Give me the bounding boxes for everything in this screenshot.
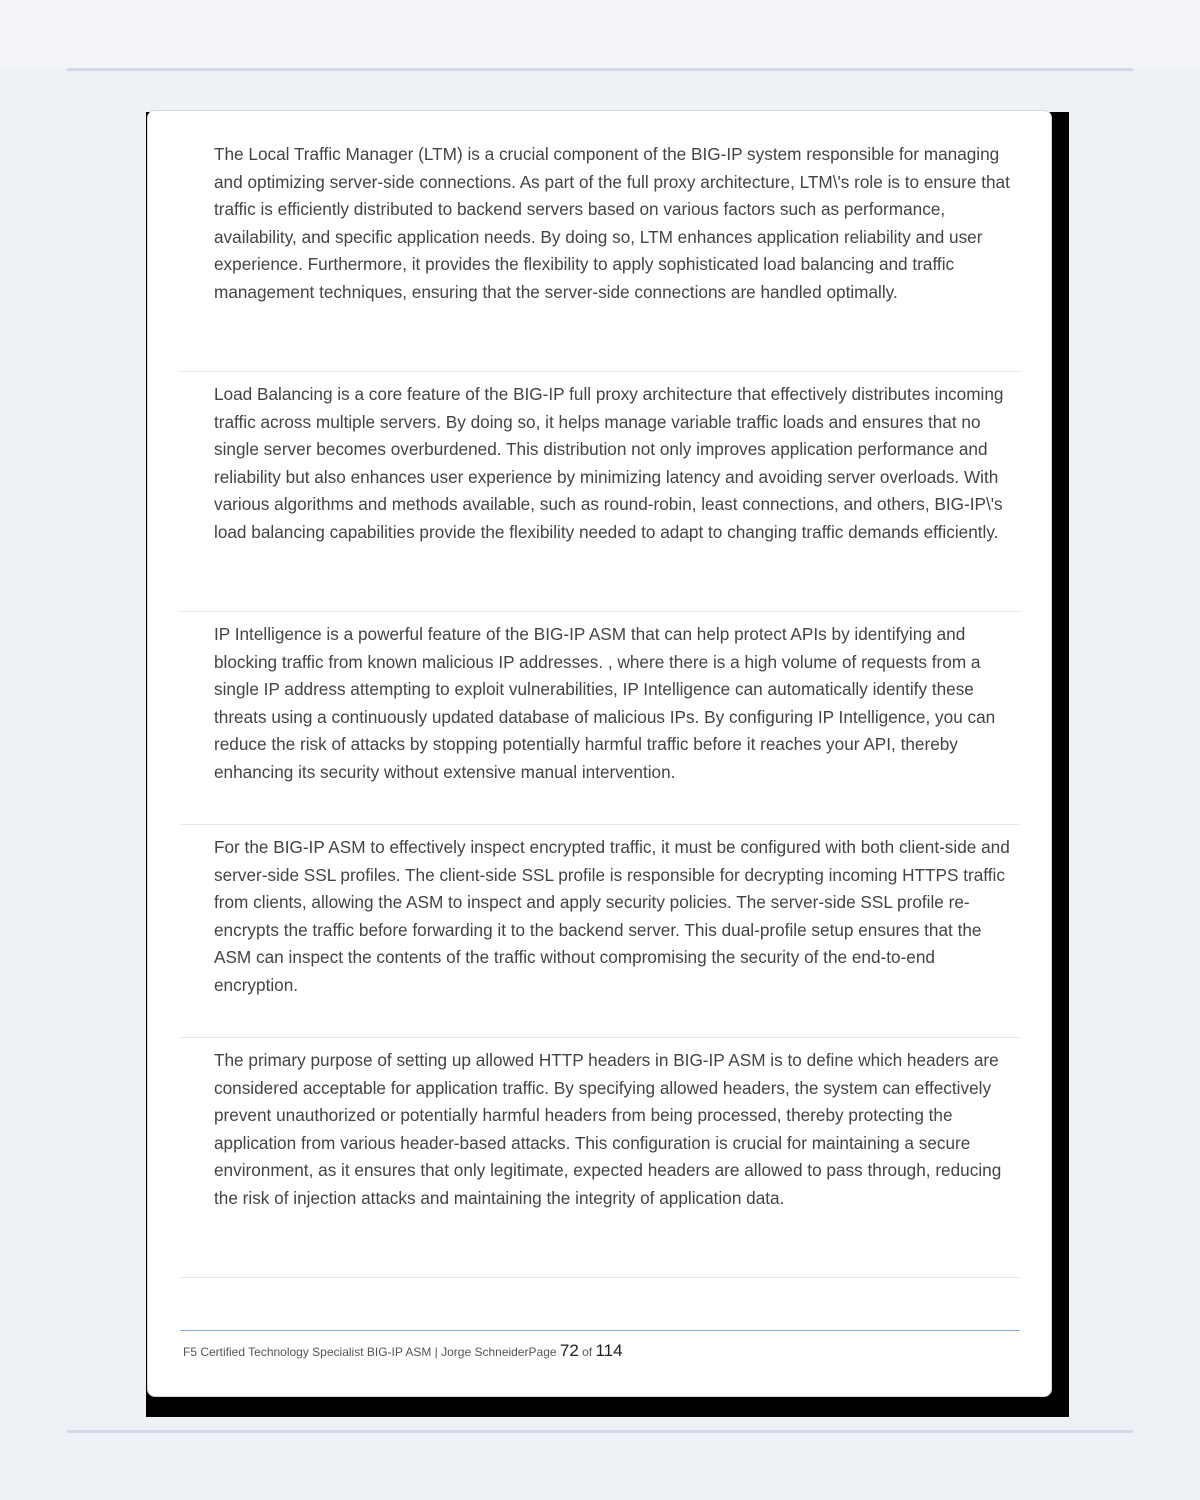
answer-section-1 bbox=[180, 141, 1020, 372]
viewer-bottom-divider bbox=[67, 1430, 1133, 1433]
document-page bbox=[147, 110, 1052, 1397]
page-number: 72 bbox=[559, 1341, 579, 1360]
paragraph-4: For the BIG-IP ASM to effectively inspect encrypted traffic, it must be configured with both client-side and server-side SSL profiles. The client-side SSL profile is responsible for decrypting incoming HTTPS traffic from clients, allowing the ASM to inspect and apply security policies. The server-side SSL profile re-encrypts the traffic before forwarding it to the backend server. This dual-profile setup ensures that the ASM can inspect the contents of the traffic without compromising the security of the end-to-end encryption. bbox=[214, 837, 1010, 995]
page-footer bbox=[183, 1341, 1013, 1362]
page-total: 114 bbox=[595, 1341, 623, 1360]
answer-section-4 bbox=[180, 834, 1020, 1038]
answer-section-5 bbox=[180, 1047, 1020, 1278]
footer-text: F5 Certified Technology Specialist BIG-IP ASM | Jorge SchneiderPage bbox=[183, 1345, 560, 1359]
footer-of: of bbox=[578, 1345, 596, 1359]
answer-section-3 bbox=[180, 621, 1020, 825]
paragraph-1: The Local Traffic Manager (LTM) is a crucial component of the BIG-IP system responsible for managing and optimizing server-side connections. As part of the full proxy architecture, LTM\'s role is to ensure that traffic is efficiently distributed to backend servers based on various factors such as performance, availability, and specific application needs. By doing so, LTM enhances application reliability and user experience. Furthermore, it provides the flexibility to apply sophisticated load balancing and traffic management techniques, ensuring that the server-side connections are handled optimally. bbox=[214, 144, 1010, 302]
viewer-top-band bbox=[0, 0, 1200, 68]
paragraph-5: The primary purpose of setting up allowed HTTP headers in BIG-IP ASM is to define which headers are considered acceptable for application traffic. By specifying allowed headers, the system can effectively prevent unauthorized or potentially harmful headers from being processed, thereby protecting the application from various header-based attacks. This configuration is crucial for maintaining a secure environment, as it ensures that only legitimate, expected headers are allowed to pass through, reducing the risk of injection attacks and maintaining the integrity of application data. bbox=[214, 1050, 1002, 1208]
paragraph-3: IP Intelligence is a powerful feature of the BIG-IP ASM that can help protect APIs by identifying and blocking traffic from known malicious IP addresses. , where there is a high volume of requests from a single IP address attempting to exploit vulnerabilities, IP Intelligence can automatically identify these threats using a continuously updated database of malicious IPs. By configuring IP Intelligence, you can reduce the risk of attacks by stopping potentially harmful traffic before it reaches your API, thereby enhancing its security without extensive manual intervention. bbox=[214, 624, 996, 782]
footer-divider bbox=[180, 1330, 1020, 1331]
paragraph-2: Load Balancing is a core feature of the BIG-IP full proxy architecture that effectively distributes incoming traffic across multiple servers. By doing so, it helps manage variable traffic loads and ensures that no single server becomes overburdened. This distribution not only improves application performance and reliability but also enhances user experience by minimizing latency and avoiding server overloads. With various algorithms and methods available, such as round-robin, least connections, and others, BIG-IP\'s load balancing capabilities provide the flexibility needed to adapt to changing traffic demands efficiently. bbox=[214, 384, 1004, 542]
answer-section-2 bbox=[180, 381, 1020, 612]
viewer-top-divider bbox=[67, 68, 1133, 71]
